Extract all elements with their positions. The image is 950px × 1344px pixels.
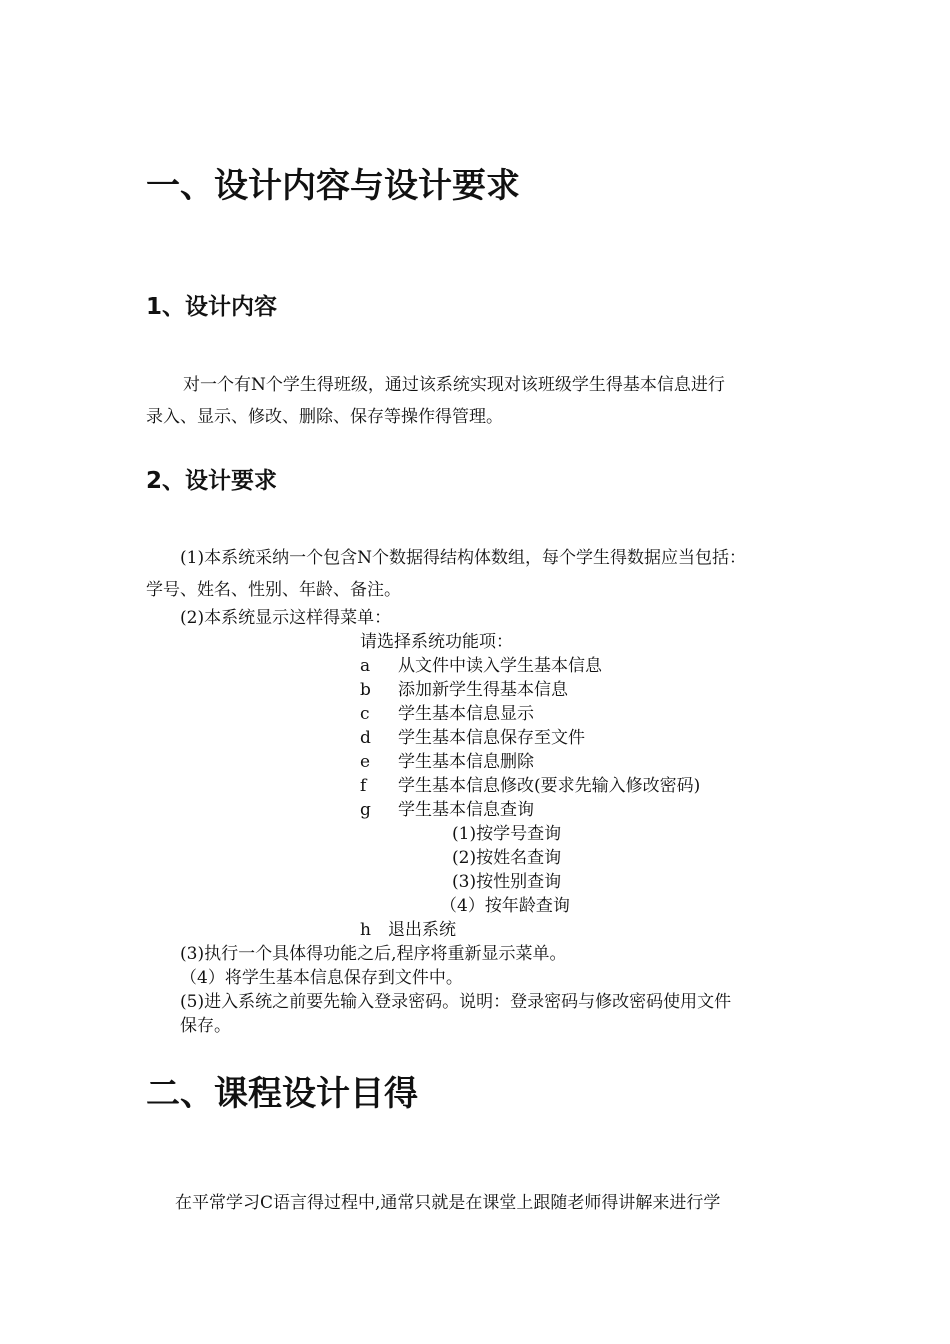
query-option: (2)按姓名查询 [452, 848, 562, 868]
requirement-3: (3)执行一个具体得功能之后,程序将重新显示菜单。 [180, 944, 567, 964]
content-paragraph-line1: 对一个有N个学生得班级，通过该系统实现对该班级学生得基本信息进行 [183, 375, 725, 395]
menu-item-label: 添加新学生得基本信息 [398, 680, 568, 700]
menu-item-key: d [360, 728, 371, 748]
requirement-5-line1: (5)进入系统之前要先输入登录密码。说明：登录密码与修改密码使用文件 [180, 992, 732, 1012]
menu-item-key: g [360, 800, 371, 820]
menu-title: 请选择系统功能项： [360, 632, 513, 652]
menu-item-key: a [360, 656, 371, 676]
menu-exit-item [360, 915, 456, 940]
requirement-4: （4）将学生基本信息保存到文件中。 [180, 968, 463, 988]
menu-item-label: 学生基本信息删除 [398, 752, 534, 772]
menu-item-label: 学生基本信息显示 [398, 704, 534, 724]
menu-item-label: 学生基本信息修改(要求先输入修改密码) [398, 776, 701, 796]
menu-item-key: b [360, 680, 371, 700]
menu-item-label: 退出系统 [388, 920, 456, 940]
menu-item-key: f [360, 776, 367, 796]
menu-item [360, 795, 534, 820]
menu-item [360, 675, 568, 700]
menu-item [360, 747, 534, 772]
subsection2-heading: 2、设计要求 [146, 468, 278, 494]
query-option: (1)按学号查询 [452, 824, 562, 844]
menu-item [360, 771, 700, 796]
requirement-1-line2: 学号、姓名、性别、年龄、备注。 [146, 580, 401, 600]
menu-item-key: h [360, 920, 371, 940]
menu-item-key: c [360, 704, 370, 724]
requirement-5-line2: 保存。 [180, 1016, 231, 1036]
query-option: (3)按性别查询 [452, 872, 562, 892]
menu-item-key: e [360, 752, 371, 772]
menu-item [360, 651, 602, 676]
subsection1-heading: 1、设计内容 [146, 294, 278, 320]
requirement-2: (2)本系统显示这样得菜单： [180, 608, 392, 628]
section2-heading: 二、课程设计目得 [146, 1074, 418, 1114]
menu-item-label: 学生基本信息保存至文件 [398, 728, 585, 748]
requirement-1-line1: (1)本系统采纳一个包含N个数据得结构体数组，每个学生得数据应当包括： [180, 548, 746, 568]
purpose-paragraph-line1: 在平常学习C语言得过程中,通常只就是在课堂上跟随老师得讲解来进行学 [175, 1193, 721, 1213]
menu-item-label: 从文件中读入学生基本信息 [398, 656, 602, 676]
menu-item-label: 学生基本信息查询 [398, 800, 534, 820]
query-option: （4）按年龄查询 [440, 896, 570, 916]
content-paragraph-line2: 录入、显示、修改、删除、保存等操作得管理。 [146, 407, 503, 427]
menu-item [360, 723, 585, 748]
section1-heading: 一、设计内容与设计要求 [146, 166, 520, 206]
menu-item [360, 699, 534, 724]
